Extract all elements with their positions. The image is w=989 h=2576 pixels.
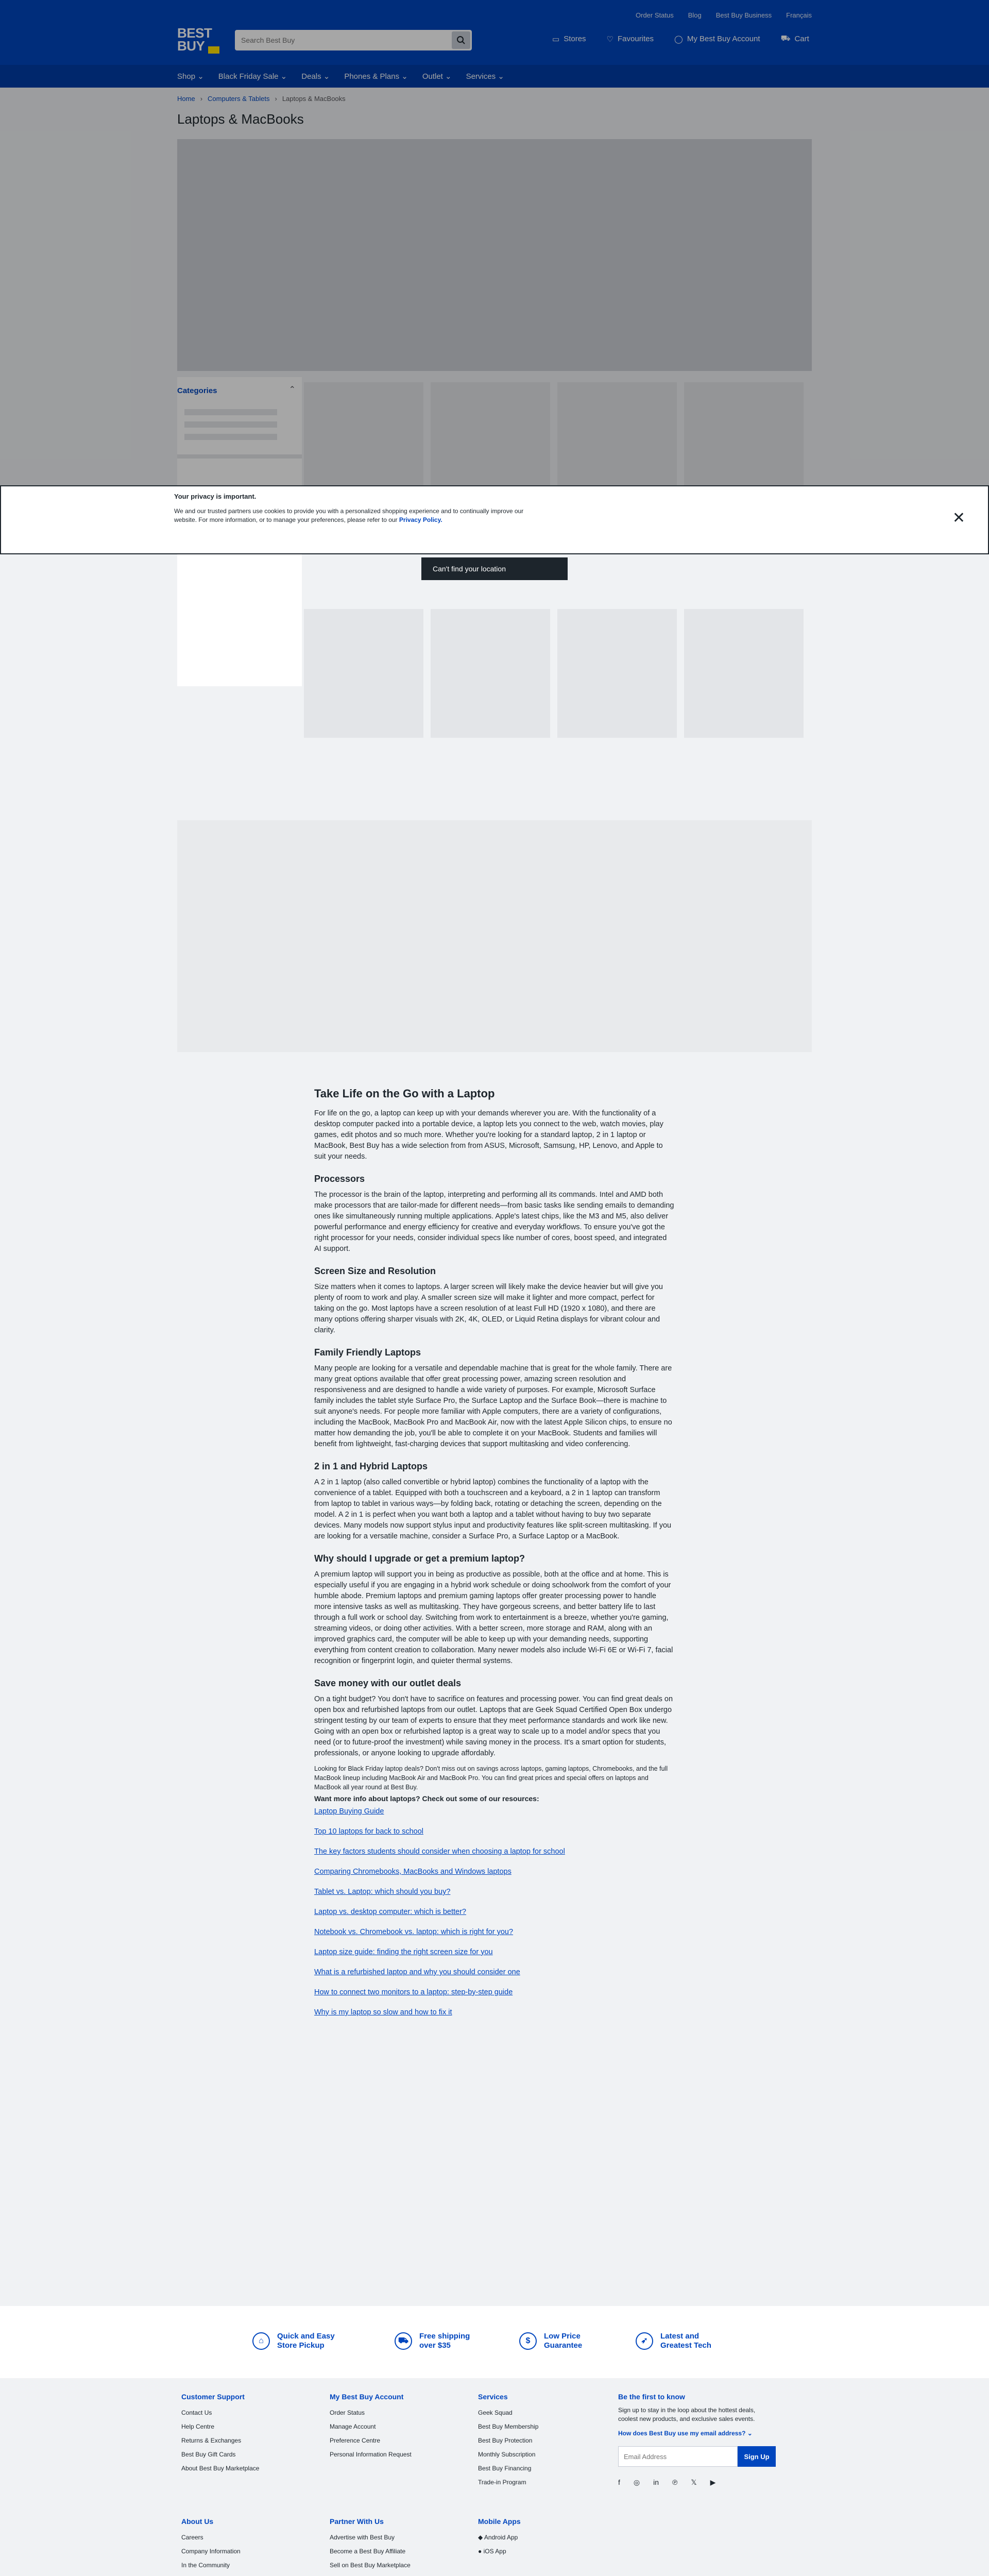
cart-label: Cart: [794, 35, 809, 43]
footer-link[interactable]: Contact Us: [181, 2409, 212, 2416]
footer-heading: My Best Buy Account: [330, 2393, 404, 2401]
footer-link[interactable]: Returns & Exchanges: [181, 2437, 242, 2444]
menu-phones-plans[interactable]: Phones & Plans ⌄: [344, 72, 408, 81]
footer-link[interactable]: Order Status: [330, 2409, 365, 2416]
site-footer: [0, 2378, 989, 2576]
value-prop-tech[interactable]: [636, 2332, 711, 2350]
youtube-icon[interactable]: ▶: [710, 2478, 716, 2486]
user-icon: ◯: [674, 35, 683, 44]
footer-partner: [330, 2517, 411, 2575]
section-text: A 2 in 1 laptop (also called convertible or hybrid laptop) combines the functionality of a laptop with the convenience of a tablet. Equipped with both a touchscreen and a keyboard, a 2 in 1 laptop can transform from laptop to tablet in various ways—by folding back, rotating or detaching the screen, depending on the model. A 2 in 1 is perfect when you want both a laptop and a tablet without having to buy two separate devices. Many models now support stylus input and productivity features like split-screen multitasking. If you are looking for a versatile machine, consider a Surface Pro, a Surface Laptop or a MacBook.: [314, 1478, 672, 1540]
resource-link[interactable]: Laptop vs. desktop computer: which is better?: [314, 1908, 466, 1916]
section-heading: Screen Size and Resolution: [314, 1266, 436, 1276]
section-heading: Save money with our outlet deals: [314, 1678, 462, 1688]
footer-link[interactable]: Personal Information Request: [330, 2451, 412, 2458]
section-text: The processor is the brain of the laptop, interpreting and performing all its commands. Intel and AMD both make processors that are tailor-made for different needs—from basic tasks like sending emails to demanding ones like simultaneously running multiple applications. Apple's latest chips, like the M3 and M5, also deliver powerful performance and energy efficiency for creative and everyday workflows. To ensure you've got the right processor for your needs, consider individual specs like number of cores, boost speed, and integrated AI support.: [314, 1191, 674, 1253]
product-card-skeleton: [431, 609, 550, 738]
footer-link[interactable]: In the Community: [181, 2562, 230, 2569]
value-prop-line: Free shipping: [419, 2332, 470, 2341]
footer-apps: [478, 2517, 521, 2562]
footer-link-label: Android App: [484, 2534, 518, 2541]
social-links: [618, 2478, 776, 2487]
menu-outlet[interactable]: Outlet ⌄: [422, 72, 452, 81]
location-toast: Can't find your location: [421, 557, 568, 580]
value-prop-price[interactable]: [519, 2332, 582, 2350]
value-prop-line: Latest and: [660, 2332, 700, 2341]
footer-link[interactable]: Best Buy Financing: [478, 2465, 532, 2472]
value-prop-pickup[interactable]: [252, 2332, 335, 2350]
util-blog[interactable]: Blog: [688, 11, 702, 19]
cart-icon: ⛟: [780, 34, 791, 43]
seo-article: [314, 1088, 675, 2027]
footer-link[interactable]: Best Buy Protection: [478, 2437, 533, 2444]
stores-label: Stores: [564, 35, 586, 43]
facebook-icon[interactable]: f: [618, 2478, 620, 2486]
resource-link[interactable]: Laptop Buying Guide: [314, 1807, 384, 1816]
truck-icon: ⛟: [395, 2332, 412, 2350]
resource-link[interactable]: How to connect two monitors to a laptop: step-by-step guide: [314, 1988, 513, 1996]
resource-link[interactable]: Comparing Chromebooks, MacBooks and Windows laptops: [314, 1868, 511, 1876]
secondary-banner-placeholder: [177, 820, 812, 1052]
menu-deals[interactable]: Deals ⌄: [301, 72, 330, 81]
menu-shop[interactable]: Shop ⌄: [177, 72, 204, 81]
rocket-icon: ➶: [636, 2332, 653, 2350]
footer-link-label: iOS App: [483, 2548, 506, 2555]
privacy-body: [174, 507, 535, 524]
section-heading: Family Friendly Laptops: [314, 1347, 421, 1358]
resource-link[interactable]: Tablet vs. Laptop: which should you buy?: [314, 1888, 451, 1896]
sign-up-button[interactable]: Sign Up: [738, 2446, 776, 2467]
footer-link[interactable]: Manage Account: [330, 2423, 376, 2430]
util-francais[interactable]: Français: [786, 11, 812, 19]
footer-link[interactable]: Become a Best Buy Affiliate: [330, 2548, 406, 2555]
value-props: [0, 2306, 989, 2378]
chevron-up-icon[interactable]: ⌃: [288, 385, 296, 394]
resources-heading: Want more info about laptops? Check out some of our resources:: [314, 1794, 539, 1803]
footer-link[interactable]: Best Buy Gift Cards: [181, 2451, 236, 2458]
newsletter-body: Sign up to stay in the loop about the hottest deals, coolest new products, and exclusive sales events.: [618, 2406, 756, 2422]
footer-heading: Services: [478, 2393, 508, 2401]
section-text: Size matters when it comes to laptops. A larger screen will likely make the device heavier but will give you plenty of room to work and play. A smaller screen size will make it lighter and more compact, perfect for taking on the go. Most laptops have a screen resolution of at least Full HD (1920 x 1080), and there are many options offering sharper visuals with 2K, 4K, OLED, or Liquid Retina displays for vibrant colour and clarity.: [314, 1283, 663, 1334]
footer-link[interactable]: Help Centre: [181, 2423, 215, 2430]
value-prop-line: Low Price: [544, 2332, 581, 2341]
newsletter-heading: Be the first to know: [618, 2393, 685, 2401]
email-field[interactable]: [618, 2446, 738, 2467]
android-app-link[interactable]: [478, 2534, 521, 2541]
page-title: Laptops & MacBooks: [177, 111, 304, 127]
footer-link[interactable]: Sell on Best Buy Marketplace: [330, 2562, 411, 2569]
section-text: A premium laptop will support you in being as productive as possible, both at the office and at home. This is especially useful if you are engaging in a hybrid work schedule or doing schoolwork from the comfort of your humble abode. Premium laptops and premium gaming laptops offer greater processing power to handle more intensive tasks as well as multitasking. They have gorgeous screens, and better battery life to last through a full work or school day. Switching from work to entertainment is a breeze, whether you're gaming, streaming videos, or doing other activities. With a better screen, more storage and RAM, along with an improved graphics card, the computer will be able to keep up with your demanding needs, supporting everything from content creation to collaboration. Many newer models also include Wi-Fi 6E or Wi-Fi 7, facial recognition or fingerprint login, and quieter thermal systems.: [314, 1570, 673, 1665]
value-prop-line: Greatest Tech: [660, 2341, 711, 2350]
resource-link[interactable]: Top 10 laptops for back to school: [314, 1827, 423, 1836]
value-prop-line: Store Pickup: [277, 2341, 325, 2350]
footer-heading: Mobile Apps: [478, 2517, 521, 2526]
store-icon: ▭: [552, 35, 560, 44]
value-prop-line: Quick and Easy: [277, 2332, 335, 2341]
resource-link[interactable]: Why is my laptop so slow and how to fix it: [314, 2008, 452, 2016]
resource-link[interactable]: What is a refurbished laptop and why you should consider one: [314, 1968, 520, 1976]
android-icon: ◆: [478, 2534, 484, 2541]
pinterest-icon[interactable]: ℗: [672, 2478, 678, 2486]
close-icon[interactable]: ✕: [952, 510, 965, 527]
resource-link[interactable]: The key factors students should consider when choosing a laptop for school: [314, 1848, 565, 1856]
footer-heading: Partner With Us: [330, 2517, 384, 2526]
section-text: On a tight budget? You don't have to sacrifice on features and processing power. You can find great deals on open box and refurbished laptops from our outlet. Laptops that are Geek Squad Certified Open Box undergo stringent testing by our team of experts to ensure that they meet performance standards and work like new. Going with an open box or refurbished laptop is a great way to scale up to a model and/or specs that you need (or to future-proof the investment) while saving money in the process. It's a smart option for students, professionals, or anyone looking to upgrade affordably.: [314, 1695, 673, 1757]
section-heading: Processors: [314, 1174, 365, 1184]
linkedin-icon[interactable]: in: [653, 2478, 659, 2486]
instagram-icon[interactable]: ◎: [633, 2478, 640, 2486]
footer-link[interactable]: Preference Centre: [330, 2437, 381, 2444]
section-text: Many people are looking for a versatile and dependable machine that is great for the whole family. There are many great options available that offer great processing power, amazing screen resolution and responsiveness and are designed to handle a wide variety of purposes. For example, Microsoft Surface family includes the tablet style Surface Pro, the Surface Laptop and the Surface Book—there is machine to suit anyone's needs. For people more familiar with Apple computers, there are a variety of configurations, including the MacBook, MacBook Pro and MacBook Air, now with the latest Apple Silicon chips, to ensure no matter how demanding the job, you'll be able to complete it on your MacBook. Students and families will benefit from lightweight, fast-charging devices that support multitasking and video conferencing.: [314, 1364, 672, 1448]
categories-heading[interactable]: Categories: [177, 386, 217, 395]
util-order-status[interactable]: Order Status: [636, 11, 674, 19]
bestbuy-logo[interactable]: BEST BUY: [177, 27, 220, 56]
footer-link[interactable]: About Best Buy Marketplace: [181, 2465, 260, 2472]
footer-link[interactable]: Best Buy Membership: [478, 2423, 539, 2430]
resource-link[interactable]: Notebook vs. Chromebook vs. laptop: which is right for you?: [314, 1928, 514, 1936]
product-card-skeleton: [684, 609, 804, 738]
section-heading: 2 in 1 and Hybrid Laptops: [314, 1461, 428, 1471]
crumb-sep: ›: [275, 95, 277, 103]
email-usage-link[interactable]: How does Best Buy use my email address? ⌄: [618, 2430, 753, 2437]
heart-icon: ♡: [606, 35, 613, 44]
resources-list: [314, 1806, 675, 2018]
crumb-home[interactable]: Home: [177, 95, 195, 103]
footer-heading: About Us: [181, 2517, 214, 2526]
x-icon[interactable]: 𝕏: [691, 2478, 697, 2486]
footer-account: [330, 2393, 412, 2465]
privacy-policy-link[interactable]: Privacy Policy.: [399, 516, 442, 523]
crumb-computers[interactable]: Computers & Tablets: [208, 95, 270, 103]
footer-link[interactable]: Advertise with Best Buy: [330, 2534, 395, 2541]
favourites-label: Favourites: [618, 35, 654, 43]
resource-link[interactable]: Laptop size guide: finding the right screen size for you: [314, 1948, 493, 1956]
value-prop-shipping[interactable]: [395, 2332, 470, 2350]
footer-customer-support: [181, 2393, 259, 2479]
footer-about: [181, 2517, 282, 2576]
footer-newsletter: [618, 2393, 776, 2487]
product-card-skeleton: [557, 609, 677, 738]
footer-link[interactable]: Company Information: [181, 2548, 241, 2555]
value-prop-line: over $35: [419, 2341, 451, 2350]
menu-services[interactable]: Services ⌄: [466, 72, 504, 81]
product-card-skeleton: [304, 609, 423, 738]
privacy-body-text: We and our trusted partners use cookies to provide you with a personalized shopping experience and to continually improve our website. For more information, or to manage your preferences, please refer to our: [174, 507, 524, 523]
ios-app-link[interactable]: [478, 2548, 521, 2555]
black-friday-note: Looking for Black Friday laptop deals? Don't miss out on savings across laptops, gaming laptops, Chromebooks, and the full MacBook lineup including MacBook Air and MacBook Pro. You can find great prices and special offers on laptops and MacBook all year round at Best Buy.: [314, 1765, 668, 1791]
store-pickup-icon: ⌂: [252, 2332, 270, 2350]
article-intro: For life on the go, a laptop can keep up with your demands wherever you are. With the functionality of a desktop computer packed into a portable device, a laptop lets you connect to the web, watch movies, play games, edit photos and so much more. Whether you're looking for a standard laptop, 2 in 1 laptop or MacBook, Best Buy has a wide selection from from ASUS, Microsoft, Samsung, HP, Lenovo, and Apple to suit your needs.: [314, 1109, 663, 1161]
footer-link[interactable]: Trade-in Program: [478, 2479, 526, 2486]
crumb-sep: ›: [200, 95, 203, 103]
footer-link[interactable]: Geek Squad: [478, 2409, 513, 2416]
footer-heading: Customer Support: [181, 2393, 245, 2401]
privacy-banner: [0, 485, 989, 554]
value-prop-line: Guarantee: [544, 2341, 583, 2350]
page-overlay: [0, 0, 989, 485]
privacy-title: Your privacy is important.: [174, 493, 257, 500]
menu-black-friday[interactable]: Black Friday Sale ⌄: [218, 72, 287, 81]
account-label: My Best Buy Account: [687, 35, 760, 43]
footer-link[interactable]: Careers: [181, 2534, 203, 2541]
util-business[interactable]: Best Buy Business: [715, 11, 772, 19]
section-heading: Why should I upgrade or get a premium laptop?: [314, 1553, 525, 1564]
dollar-icon: $: [519, 2332, 537, 2350]
footer-services: [478, 2393, 538, 2493]
crumb-current: Laptops & MacBooks: [282, 95, 346, 103]
apple-icon: ●: [478, 2548, 484, 2555]
article-title: Take Life on the Go with a Laptop: [314, 1087, 495, 1100]
footer-link[interactable]: Monthly Subscription: [478, 2451, 536, 2458]
newsletter-form: [618, 2446, 776, 2467]
